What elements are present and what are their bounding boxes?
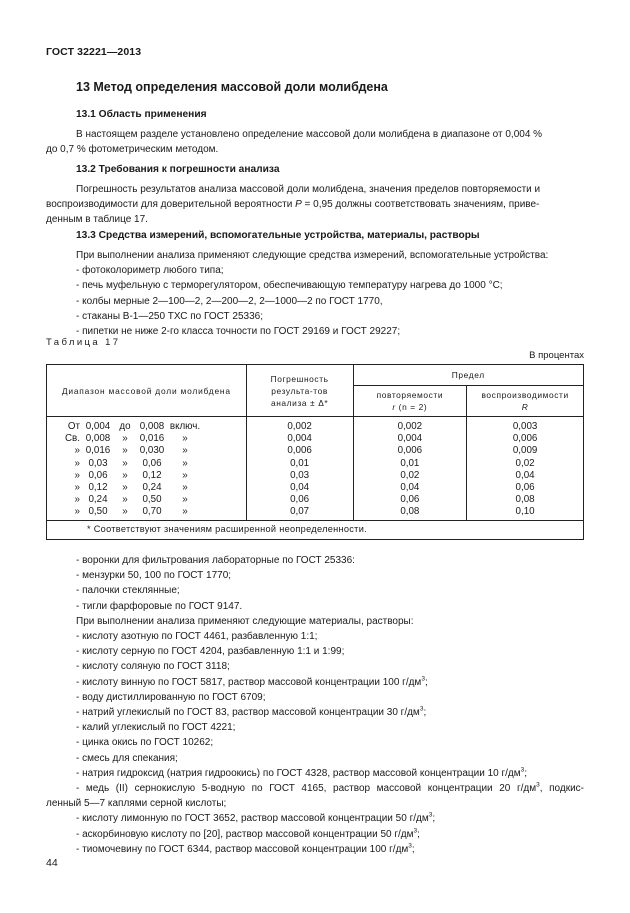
range-cell: 0,06 — [142, 457, 162, 469]
range-cell: » — [182, 482, 188, 494]
reproducibility-value: 0,04 — [515, 469, 535, 481]
list-item: - колбы мерные 2—100—2, 2—200—2, 2—1000—2 по ГОСТ 1770, — [76, 295, 383, 307]
text-line: до 0,7 % фотометрическим методом. — [46, 144, 219, 155]
error-value: 0,004 — [287, 433, 312, 445]
range-cell: 0,12 — [88, 482, 108, 494]
reproducibility-value: 0,006 — [512, 433, 538, 445]
reproducibility-value: 0,02 — [515, 457, 535, 469]
reproducibility-value: 0,009 — [512, 445, 538, 457]
repeatability-value: 0,006 — [397, 445, 423, 457]
range-cell: 0,24 — [88, 494, 108, 506]
table-footnote: * Соответствуют значениям расширенной неопределенности. — [47, 521, 584, 540]
reproducibility-value: 0,003 — [512, 421, 538, 432]
range-cell: 0,24 — [142, 482, 162, 494]
repeatability-value: 0,08 — [400, 506, 420, 518]
range-cell: » — [74, 457, 80, 469]
range-cell: включ. — [169, 421, 201, 432]
range-cell: » — [182, 469, 188, 481]
list-item: - цинка окись по ГОСТ 10262; — [76, 737, 214, 749]
header-reproducibility: воспроизводимости R — [467, 386, 584, 417]
list-item: - калий углекислый по ГОСТ 4221; — [76, 722, 236, 734]
range-cell: » — [74, 469, 80, 481]
range-cell: » — [182, 494, 188, 506]
header-range: Диапазон массовой доли молибдена — [47, 365, 247, 417]
text-line: денным в таблице 17. — [46, 214, 148, 225]
list-item: - пипетки не ниже 2-го класса точности по ГОСТ 29169 и ГОСТ 29227; — [76, 326, 401, 338]
range-cell: » — [182, 433, 188, 445]
list-item: - палочки стеклянные; — [76, 585, 180, 597]
range-cell: 0,50 — [88, 506, 108, 518]
page-number: 44 — [46, 857, 58, 869]
error-value: 0,06 — [290, 494, 310, 506]
header-limit: Предел — [353, 365, 583, 386]
list-item: - стаканы В-1—250 ТХС по ГОСТ 25336; — [76, 310, 264, 322]
repeatability-value: 0,02 — [400, 469, 420, 481]
subsection-13-3-list — [76, 248, 548, 339]
list-item: - кислоту соляную по ГОСТ 3118; — [76, 661, 230, 673]
precision-table — [46, 364, 584, 540]
range-cell: » — [122, 445, 128, 457]
list-item: - аскорбиновую кислоту по [20], раствор массовой концентрации 50 $г/дм^3$; — [76, 827, 420, 840]
list-item: - натрий углекислый по ГОСТ 83, раствор массовой концентрации 30 $г/дм^3$; — [76, 705, 427, 719]
range-cell: » — [182, 506, 188, 518]
list-item: - медь (II) сернокислую 5-водную по ГОСТ 4165, раствор массовой концентрации 20 $г/дм^3$, подкис- — [76, 781, 584, 795]
list-item: - воронки для фильтрования лабораторные по ГОСТ 25336: — [76, 555, 355, 566]
range-cell: » — [182, 445, 188, 457]
reproducibility-value: 0,06 — [515, 482, 535, 494]
table-unit: В процентах — [529, 350, 584, 361]
range-cell: » — [122, 494, 128, 506]
range-cell: » — [122, 482, 128, 494]
subsection-13-2-text — [46, 182, 584, 227]
table-caption: Таблица 17 — [46, 337, 121, 348]
range-cell: » — [122, 469, 128, 481]
range-column — [47, 417, 247, 521]
document-code: ГОСТ 32221—2013 — [46, 46, 142, 58]
list-item: - тигли фарфоровые по ГОСТ 9147. — [76, 600, 243, 612]
repeatability-value: 0,06 — [400, 494, 420, 506]
subsection-13-2-title: 13.2 Требования к погрешности анализа — [76, 164, 280, 175]
repeatability-value: 0,004 — [397, 433, 423, 445]
list-item: - кислоту лимонную по ГОСТ 3652, раствор массовой концентрации 50 $г/дм^3$; — [76, 812, 436, 825]
repeatability-value: 0,002 — [397, 421, 423, 432]
list-item: - мензурки 50, 100 по ГОСТ 1770; — [76, 570, 232, 582]
repeatability-value: 0,04 — [400, 482, 420, 494]
error-value: 0,03 — [290, 469, 310, 481]
range-cell: 0,008 — [139, 421, 165, 432]
range-cell: » — [74, 494, 80, 506]
list-item: - кислоту азотную по ГОСТ 4461, разбавленную 1:1; — [76, 631, 318, 643]
range-cell: до — [119, 421, 131, 432]
list-item: - воду дистиллированную по ГОСТ 6709; — [76, 691, 266, 703]
range-cell: » — [74, 482, 80, 494]
subsection-13-3-title: 13.3 Средства измерений, вспомогательные устройства, материалы, растворы — [76, 230, 480, 241]
reproducibility-value: 0,10 — [515, 506, 535, 518]
list-item: - фотоколориметр любого типа; — [76, 265, 224, 277]
range-cell: 0,016 — [139, 433, 165, 445]
list-item: ленный 5—7 каплями серной кислоты; — [46, 798, 227, 810]
range-cell: 0,03 — [88, 457, 108, 469]
list-item: При выполнении анализа применяют следующие средства измерений, вспомогательные устройства: — [76, 250, 549, 261]
range-cell: 0,004 — [85, 421, 111, 432]
text-line: воспроизводимости для доверительной вероятности P = 0,95 должны соответствовать значениям, приве- — [46, 199, 540, 210]
range-cell: 0,030 — [139, 445, 165, 457]
error-value: 0,006 — [287, 445, 312, 457]
error-value: 0,002 — [287, 421, 312, 432]
range-cell: От — [67, 421, 80, 432]
header-error: Погрешность результа-тов анализа ± Δ* — [246, 365, 353, 417]
header-repeatability: повторяемости r (n = 2) — [353, 386, 467, 417]
section-title: 13 Метод определения массовой доли молибдена — [76, 80, 388, 94]
list-item: - смесь для спекания; — [76, 752, 178, 764]
reproducibility-column — [467, 417, 584, 521]
subsection-13-1-title: 13.1 Область применения — [76, 109, 207, 120]
range-cell: 0,70 — [142, 506, 162, 518]
range-cell: » — [74, 506, 80, 518]
list-item: - натрия гидроксид (натрия гидроокись) по ГОСТ 4328, раствор массовой концентрации 10 $г/дм^3$; — [76, 766, 528, 779]
list-item: При выполнении анализа применяют следующие материалы, растворы: — [76, 615, 414, 627]
error-column — [246, 417, 353, 521]
list-item: - печь муфельную с терморегулятором, обеспечивающую температуру нагрева до 1000 °С; — [76, 280, 503, 292]
range-cell: » — [182, 457, 188, 469]
range-cell: 0,12 — [142, 469, 162, 481]
list-item: - кислоту серную по ГОСТ 4204, разбавленную 1:1 и 1:99; — [76, 646, 345, 658]
reproducibility-value: 0,08 — [515, 494, 535, 506]
range-cell: Св. — [64, 433, 80, 445]
range-cell: » — [122, 457, 128, 469]
materials-list — [46, 553, 584, 857]
repeatability-value: 0,01 — [400, 457, 420, 469]
range-cell: » — [74, 445, 80, 457]
text-line: В настоящем разделе установлено определение массовой доли молибдена в диапазоне от 0,004 % — [76, 129, 543, 140]
range-cell: 0,06 — [88, 469, 108, 481]
range-cell: » — [122, 506, 128, 518]
list-item: - кислоту винную по ГОСТ 5817, раствор массовой концентрации 100 $г/дм^3$; — [76, 675, 428, 688]
range-cell: 0,016 — [85, 445, 111, 457]
range-cell: » — [122, 433, 128, 445]
range-cell: 0,50 — [142, 494, 162, 506]
range-cell: 0,008 — [85, 433, 111, 445]
text-line: Погрешность результатов анализа массовой доли молибдена, значения пределов повторяемости и — [76, 184, 541, 195]
error-value: 0,04 — [290, 482, 310, 494]
list-item: - тиомочевину по ГОСТ 6344, раствор массовой концентрации 100 $г/дм^3$; — [76, 842, 415, 855]
error-value: 0,07 — [290, 506, 310, 518]
subsection-13-1-text — [46, 127, 584, 157]
repeatability-column — [353, 417, 467, 521]
error-value: 0,01 — [290, 457, 310, 469]
